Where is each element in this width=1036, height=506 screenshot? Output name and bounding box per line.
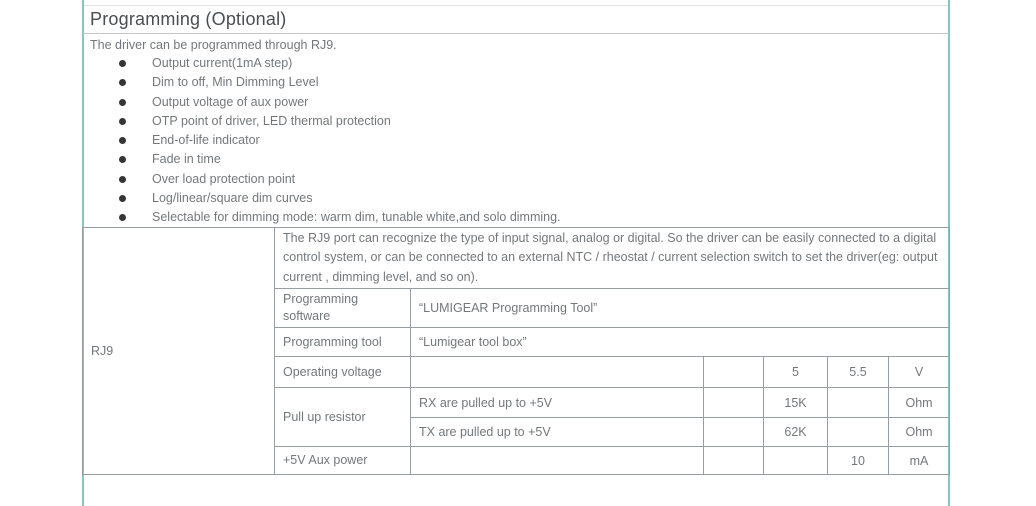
programming-tool-label: Programming tool bbox=[275, 328, 411, 357]
page-title: Programming (Optional) bbox=[90, 9, 287, 29]
bullet-item: Dim to off, Min Dimming Level bbox=[82, 73, 942, 92]
pull-up-rx-col1 bbox=[704, 388, 764, 418]
rj9-spec-table bbox=[82, 227, 950, 475]
pull-up-rx-condition: RX are pulled up to +5V bbox=[411, 388, 704, 418]
rj9-description-cell: The RJ9 port can recognize the type of input signal, analog or digital. So the driver can be easily connected to a digital control system, or can be connected to an external NTC / rheostat / current selection switch to set the driver(eg: output current , dimming level, and so on). bbox=[275, 228, 950, 289]
bullet-item: End-of-life indicator bbox=[82, 131, 942, 150]
aux-power-col2 bbox=[764, 447, 828, 475]
page-top-rule bbox=[83, 5, 949, 6]
programming-tool-value: “Lumigear tool box” bbox=[411, 328, 950, 357]
aux-power-col1 bbox=[704, 447, 764, 475]
bullet-item: Output voltage of aux power bbox=[82, 93, 942, 112]
pull-up-tx-col2: 62K bbox=[764, 418, 828, 447]
feature-bullet-list bbox=[82, 54, 942, 228]
programming-software-value: “LUMIGEAR Programming Tool” bbox=[411, 289, 950, 328]
programming-software-label: Programming software bbox=[275, 289, 411, 328]
pull-up-rx-col2: 15K bbox=[764, 388, 828, 418]
operating-voltage-col2: 5 bbox=[764, 357, 828, 388]
rj9-row-label: RJ9 bbox=[83, 228, 275, 475]
bullet-item: Over load protection point bbox=[82, 170, 942, 189]
intro-text: The driver can be programmed through RJ9. bbox=[90, 38, 337, 52]
pull-up-tx-condition: TX are pulled up to +5V bbox=[411, 418, 704, 447]
operating-voltage-unit: V bbox=[889, 357, 950, 388]
pull-up-resistor-label: Pull up resistor bbox=[275, 388, 411, 447]
bullet-item: Output current(1mA step) bbox=[82, 54, 942, 73]
bullet-item: Fade in time bbox=[82, 150, 942, 169]
pull-up-tx-col1 bbox=[704, 418, 764, 447]
operating-voltage-col3: 5.5 bbox=[828, 357, 889, 388]
aux-power-col3: 10 bbox=[828, 447, 889, 475]
aux-power-label: +5V Aux power bbox=[275, 447, 411, 475]
bullet-item: OTP point of driver, LED thermal protection bbox=[82, 112, 942, 131]
pull-up-rx-col3 bbox=[828, 388, 889, 418]
pull-up-rx-unit: Ohm bbox=[889, 388, 950, 418]
pull-up-tx-col3 bbox=[828, 418, 889, 447]
title-divider bbox=[83, 33, 949, 34]
aux-power-condition bbox=[411, 447, 704, 475]
operating-voltage-label: Operating voltage bbox=[275, 357, 411, 388]
bullet-item: Log/linear/square dim curves bbox=[82, 189, 942, 208]
table-row bbox=[83, 228, 950, 289]
aux-power-unit: mA bbox=[889, 447, 950, 475]
operating-voltage-col1 bbox=[704, 357, 764, 388]
operating-voltage-condition bbox=[411, 357, 704, 388]
pull-up-tx-unit: Ohm bbox=[889, 418, 950, 447]
bullet-item: Selectable for dimming mode: warm dim, tunable white,and solo dimming. bbox=[82, 208, 942, 227]
